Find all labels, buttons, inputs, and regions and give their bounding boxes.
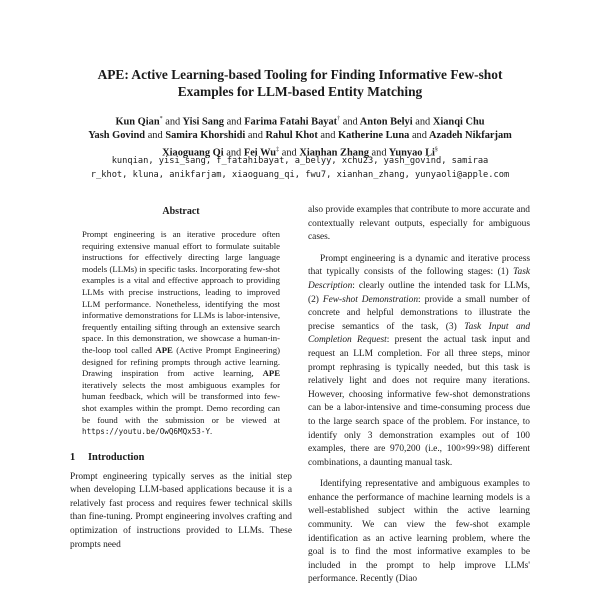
title-line-2: Examples for LLM-based Entity Matching [177, 84, 423, 99]
abstract-heading: Abstract [162, 206, 200, 217]
intro-paragraph-2: Prompt engineering is a dynamic and iterative process that typically consists of the following stages: (1) Task Description: clearly outline the intended task for LLMs, (2) Few-shot Demonstration: provide a small number of concrete and helpful demonstrations to illustrate the precise semantics of the task, (3) Task Input and Completion Request: present the actual task input and request an LLM completion. For all three steps, minor prompt rephrasing is typically needed, but this task is relatively light and does not require many iterations. However, choosing informative few-shot demonstrations can be a labor-intensive and time-consuming process due to the large search space of the problem. For instance, to identify only 3 demonstration examples out of 100 examples, there are 970,200 (i.e., 100×99×98) different combinations, a daunting manual task. [308, 253, 531, 468]
paper-title [40, 66, 560, 100]
abstract-body: Prompt engineering is an iterative procedure often requiring extensive manual effort to formulate suitable instructions for effectively directing large language models (LLMs) in specific tasks. Incorporating few-shot examples is a vital and effective approach to providing LLMs with precise instructions, leading to improved LLM performance. Nonetheless, identifying the most informative demonstrations for LLMs is labor-intensive, frequently entailing sifting through an extensive search space. In this demonstration, we showcase a human-in-the-loop tool called APE (Active Prompt Engineering) designed for refining prompts through active learning. Drawing inspiration from active learning, APE iteratively selects the most ambiguous examples for human feedback, which will be transformed into few-shot examples within the prompt. Demo recording can be found with the submission or be viewed at https://youtu.be/OwQ6MQx53-Y. [82, 229, 280, 437]
emails-line-1: kunqian, yisi_sang, f_fatahibayat, a_belyy, xchu23, yash_govind, samiraa [111, 156, 489, 166]
right-column [308, 206, 530, 587]
intro-paragraph-3: Identifying representative and ambiguous examples to enhance the performance of machine learning models is a well-established subject within the active learning community. We can view the few-shot example identification as an active learning problem, where the goal is to find the most informative examples to be included in the prompt to help improve LLMs' performance. Recently (Diao [308, 479, 530, 585]
demo-video-link[interactable]: https://youtu.be/OwQ6MQx53-Y [82, 427, 211, 437]
intro-paragraph-continued: also provide examples that contribute to more accurate and contextually relevant outputs, especially for ambiguous cases. [308, 205, 530, 243]
left-column [70, 206, 292, 552]
intro-paragraph-1: Prompt engineering typically serves as the initial step when developing LLM-based applications because it is a relatively fast process and requires fewer technical skills than fine-tuning. Prompt engineering involves crafting and optimization of instructions provided to LLMs. These prompts need [70, 471, 292, 550]
authors-line-3: Xiaoguang Qi and Fei Wu‡ and Xianhan Zhang and Yunyao Li§ [162, 147, 438, 159]
author-emails [20, 154, 580, 182]
title-line-1: APE: Active Learning-based Tooling for Finding Informative Few-shot [97, 67, 503, 82]
authors-line-1: Kun Qian* and Yisi Sang and Farima Fatahi Bayat† and Anton Belyi and Xianqi Chu [115, 116, 485, 128]
authors-line-2: Yash Govind and Samira Khorshidi and Rahul Khot and Katherine Luna and Azadeh Nikfarjam [88, 130, 512, 142]
emails-line-2: r_khot, kluna, anikfarjam, xiaoguang_qi, fwu7, xianhan_zhang, yunyaoli@apple.com [90, 170, 510, 180]
section-heading-introduction: 1 Introduction [70, 451, 145, 463]
